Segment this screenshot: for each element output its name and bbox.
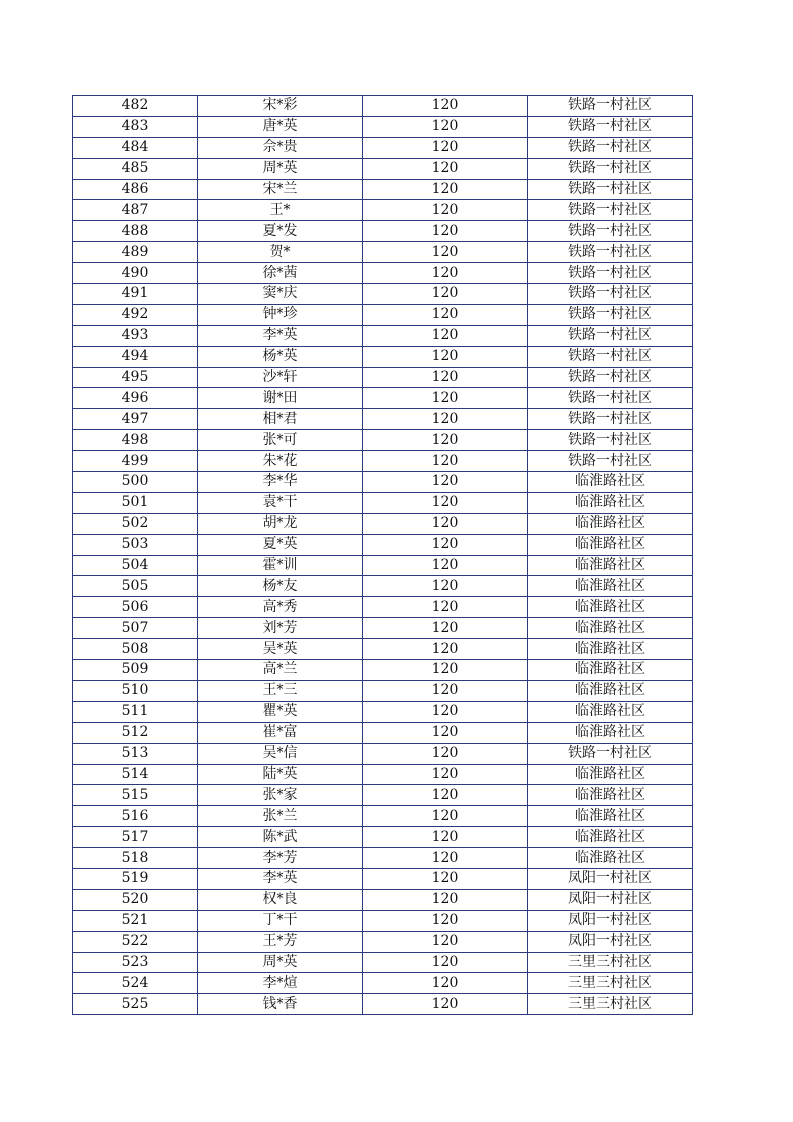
cell-index: 494	[73, 346, 198, 367]
table-row	[73, 513, 693, 534]
cell-amount: 120	[363, 346, 528, 367]
table-row	[73, 952, 693, 973]
cell-name: 钟*珍	[198, 304, 363, 325]
cell-community: 三里三村社区	[528, 994, 693, 1015]
table-row	[73, 179, 693, 200]
cell-community: 铁路一村社区	[528, 409, 693, 430]
cell-community: 临淮路社区	[528, 680, 693, 701]
cell-community: 铁路一村社区	[528, 367, 693, 388]
table-row	[73, 116, 693, 137]
cell-amount: 120	[363, 785, 528, 806]
table-body	[73, 96, 693, 1015]
cell-amount: 120	[363, 701, 528, 722]
cell-name: 陆*英	[198, 764, 363, 785]
cell-amount: 120	[363, 639, 528, 660]
cell-index: 495	[73, 367, 198, 388]
cell-community: 临淮路社区	[528, 513, 693, 534]
cell-name: 李*芳	[198, 848, 363, 869]
cell-amount: 120	[363, 910, 528, 931]
cell-index: 511	[73, 701, 198, 722]
cell-amount: 120	[363, 242, 528, 263]
cell-index: 520	[73, 889, 198, 910]
table-row	[73, 639, 693, 660]
cell-community: 铁路一村社区	[528, 451, 693, 472]
cell-index: 508	[73, 639, 198, 660]
cell-name: 沙*轩	[198, 367, 363, 388]
table-row	[73, 555, 693, 576]
cell-name: 周*英	[198, 158, 363, 179]
table-row	[73, 973, 693, 994]
cell-index: 522	[73, 931, 198, 952]
cell-amount: 120	[363, 722, 528, 743]
cell-amount: 120	[363, 409, 528, 430]
cell-index: 496	[73, 388, 198, 409]
table-row	[73, 304, 693, 325]
cell-name: 钱*香	[198, 994, 363, 1015]
cell-amount: 120	[363, 868, 528, 889]
cell-name: 杨*英	[198, 346, 363, 367]
cell-name: 刘*芳	[198, 618, 363, 639]
table-row	[73, 534, 693, 555]
cell-amount: 120	[363, 158, 528, 179]
cell-name: 李*英	[198, 868, 363, 889]
cell-community: 铁路一村社区	[528, 263, 693, 284]
cell-community: 铁路一村社区	[528, 388, 693, 409]
cell-name: 袁*干	[198, 492, 363, 513]
table-row	[73, 868, 693, 889]
cell-community: 铁路一村社区	[528, 137, 693, 158]
cell-index: 497	[73, 409, 198, 430]
cell-community: 三里三村社区	[528, 952, 693, 973]
cell-amount: 120	[363, 451, 528, 472]
cell-community: 凤阳一村社区	[528, 868, 693, 889]
table-row	[73, 743, 693, 764]
cell-amount: 120	[363, 743, 528, 764]
cell-name: 王*	[198, 200, 363, 221]
cell-amount: 120	[363, 660, 528, 681]
cell-community: 临淮路社区	[528, 472, 693, 493]
cell-community: 临淮路社区	[528, 597, 693, 618]
cell-amount: 120	[363, 116, 528, 137]
cell-community: 临淮路社区	[528, 701, 693, 722]
cell-amount: 120	[363, 764, 528, 785]
cell-index: 509	[73, 660, 198, 681]
cell-index: 516	[73, 806, 198, 827]
cell-index: 510	[73, 680, 198, 701]
table-row	[73, 200, 693, 221]
cell-amount: 120	[363, 284, 528, 305]
cell-community: 铁路一村社区	[528, 221, 693, 242]
table-row	[73, 701, 693, 722]
cell-amount: 120	[363, 597, 528, 618]
cell-index: 506	[73, 597, 198, 618]
cell-amount: 120	[363, 325, 528, 346]
table-row	[73, 430, 693, 451]
cell-name: 徐*茜	[198, 263, 363, 284]
cell-name: 周*英	[198, 952, 363, 973]
table-row	[73, 221, 693, 242]
cell-amount: 120	[363, 889, 528, 910]
cell-name: 张*家	[198, 785, 363, 806]
cell-community: 铁路一村社区	[528, 430, 693, 451]
cell-amount: 120	[363, 221, 528, 242]
cell-index: 515	[73, 785, 198, 806]
cell-amount: 120	[363, 952, 528, 973]
cell-index: 483	[73, 116, 198, 137]
cell-name: 高*秀	[198, 597, 363, 618]
cell-amount: 120	[363, 534, 528, 555]
cell-amount: 120	[363, 618, 528, 639]
cell-community: 铁路一村社区	[528, 116, 693, 137]
cell-name: 陈*武	[198, 827, 363, 848]
data-table	[72, 95, 693, 1015]
cell-name: 瞿*英	[198, 701, 363, 722]
table-row	[73, 492, 693, 513]
cell-community: 铁路一村社区	[528, 346, 693, 367]
cell-name: 朱*花	[198, 451, 363, 472]
cell-index: 507	[73, 618, 198, 639]
cell-index: 505	[73, 576, 198, 597]
cell-index: 503	[73, 534, 198, 555]
cell-name: 李*英	[198, 325, 363, 346]
cell-community: 铁路一村社区	[528, 96, 693, 117]
table-row	[73, 618, 693, 639]
table-row	[73, 263, 693, 284]
cell-index: 493	[73, 325, 198, 346]
cell-name: 窦*庆	[198, 284, 363, 305]
cell-index: 524	[73, 973, 198, 994]
cell-amount: 120	[363, 931, 528, 952]
cell-name: 贺*	[198, 242, 363, 263]
table-row	[73, 576, 693, 597]
cell-name: 相*君	[198, 409, 363, 430]
cell-amount: 120	[363, 576, 528, 597]
cell-community: 铁路一村社区	[528, 284, 693, 305]
cell-index: 486	[73, 179, 198, 200]
cell-name: 高*兰	[198, 660, 363, 681]
cell-index: 518	[73, 848, 198, 869]
cell-name: 王*芳	[198, 931, 363, 952]
cell-index: 521	[73, 910, 198, 931]
table-row	[73, 242, 693, 263]
cell-community: 铁路一村社区	[528, 325, 693, 346]
cell-index: 499	[73, 451, 198, 472]
table-row	[73, 346, 693, 367]
cell-index: 523	[73, 952, 198, 973]
cell-community: 临淮路社区	[528, 806, 693, 827]
cell-index: 502	[73, 513, 198, 534]
cell-amount: 120	[363, 492, 528, 513]
cell-community: 临淮路社区	[528, 639, 693, 660]
cell-amount: 120	[363, 96, 528, 117]
cell-name: 宋*彩	[198, 96, 363, 117]
cell-name: 权*良	[198, 889, 363, 910]
cell-name: 吴*英	[198, 639, 363, 660]
table-row	[73, 722, 693, 743]
cell-amount: 120	[363, 263, 528, 284]
table-row	[73, 284, 693, 305]
table-row	[73, 137, 693, 158]
cell-index: 513	[73, 743, 198, 764]
table-row	[73, 409, 693, 430]
table-row	[73, 931, 693, 952]
cell-name: 崔*富	[198, 722, 363, 743]
cell-community: 临淮路社区	[528, 534, 693, 555]
table-row	[73, 388, 693, 409]
table-row	[73, 889, 693, 910]
table-row	[73, 785, 693, 806]
cell-name: 王*三	[198, 680, 363, 701]
table-row	[73, 325, 693, 346]
cell-name: 宋*兰	[198, 179, 363, 200]
cell-name: 张*兰	[198, 806, 363, 827]
cell-amount: 120	[363, 806, 528, 827]
table-row	[73, 994, 693, 1015]
cell-index: 487	[73, 200, 198, 221]
cell-index: 482	[73, 96, 198, 117]
table-row	[73, 806, 693, 827]
cell-amount: 120	[363, 137, 528, 158]
cell-community: 铁路一村社区	[528, 743, 693, 764]
cell-name: 李*华	[198, 472, 363, 493]
cell-index: 504	[73, 555, 198, 576]
table-row	[73, 910, 693, 931]
table-row	[73, 158, 693, 179]
cell-amount: 120	[363, 513, 528, 534]
cell-community: 铁路一村社区	[528, 158, 693, 179]
cell-community: 凤阳一村社区	[528, 931, 693, 952]
cell-name: 胡*龙	[198, 513, 363, 534]
cell-index: 519	[73, 868, 198, 889]
cell-amount: 120	[363, 472, 528, 493]
cell-community: 临淮路社区	[528, 660, 693, 681]
table-row	[73, 96, 693, 117]
cell-community: 铁路一村社区	[528, 200, 693, 221]
table-row	[73, 472, 693, 493]
cell-amount: 120	[363, 680, 528, 701]
cell-community: 凤阳一村社区	[528, 889, 693, 910]
cell-amount: 120	[363, 179, 528, 200]
cell-index: 492	[73, 304, 198, 325]
cell-amount: 120	[363, 848, 528, 869]
cell-name: 李*煊	[198, 973, 363, 994]
cell-index: 485	[73, 158, 198, 179]
cell-name: 夏*发	[198, 221, 363, 242]
cell-index: 489	[73, 242, 198, 263]
cell-name: 唐*英	[198, 116, 363, 137]
cell-community: 临淮路社区	[528, 618, 693, 639]
table-row	[73, 680, 693, 701]
cell-community: 临淮路社区	[528, 785, 693, 806]
table-row	[73, 451, 693, 472]
cell-community: 临淮路社区	[528, 764, 693, 785]
cell-amount: 120	[363, 994, 528, 1015]
cell-community: 临淮路社区	[528, 555, 693, 576]
table-row	[73, 597, 693, 618]
cell-index: 498	[73, 430, 198, 451]
cell-index: 484	[73, 137, 198, 158]
cell-amount: 120	[363, 555, 528, 576]
cell-community: 三里三村社区	[528, 973, 693, 994]
table-row	[73, 764, 693, 785]
cell-amount: 120	[363, 200, 528, 221]
cell-index: 512	[73, 722, 198, 743]
cell-community: 临淮路社区	[528, 827, 693, 848]
cell-community: 铁路一村社区	[528, 179, 693, 200]
cell-amount: 120	[363, 388, 528, 409]
cell-name: 谢*田	[198, 388, 363, 409]
cell-community: 临淮路社区	[528, 492, 693, 513]
cell-index: 525	[73, 994, 198, 1015]
cell-name: 张*可	[198, 430, 363, 451]
cell-index: 490	[73, 263, 198, 284]
cell-name: 佘*贵	[198, 137, 363, 158]
table-row	[73, 660, 693, 681]
cell-name: 夏*英	[198, 534, 363, 555]
cell-name: 杨*友	[198, 576, 363, 597]
cell-index: 514	[73, 764, 198, 785]
table-row	[73, 367, 693, 388]
cell-community: 临淮路社区	[528, 722, 693, 743]
cell-index: 488	[73, 221, 198, 242]
table-row	[73, 848, 693, 869]
cell-index: 501	[73, 492, 198, 513]
cell-community: 铁路一村社区	[528, 242, 693, 263]
cell-community: 临淮路社区	[528, 576, 693, 597]
cell-name: 霍*训	[198, 555, 363, 576]
cell-community: 铁路一村社区	[528, 304, 693, 325]
cell-community: 临淮路社区	[528, 848, 693, 869]
table-row	[73, 827, 693, 848]
cell-index: 500	[73, 472, 198, 493]
cell-name: 丁*干	[198, 910, 363, 931]
cell-amount: 120	[363, 304, 528, 325]
cell-amount: 120	[363, 367, 528, 388]
cell-community: 凤阳一村社区	[528, 910, 693, 931]
cell-index: 491	[73, 284, 198, 305]
cell-index: 517	[73, 827, 198, 848]
cell-name: 吴*信	[198, 743, 363, 764]
cell-amount: 120	[363, 973, 528, 994]
cell-amount: 120	[363, 430, 528, 451]
cell-amount: 120	[363, 827, 528, 848]
